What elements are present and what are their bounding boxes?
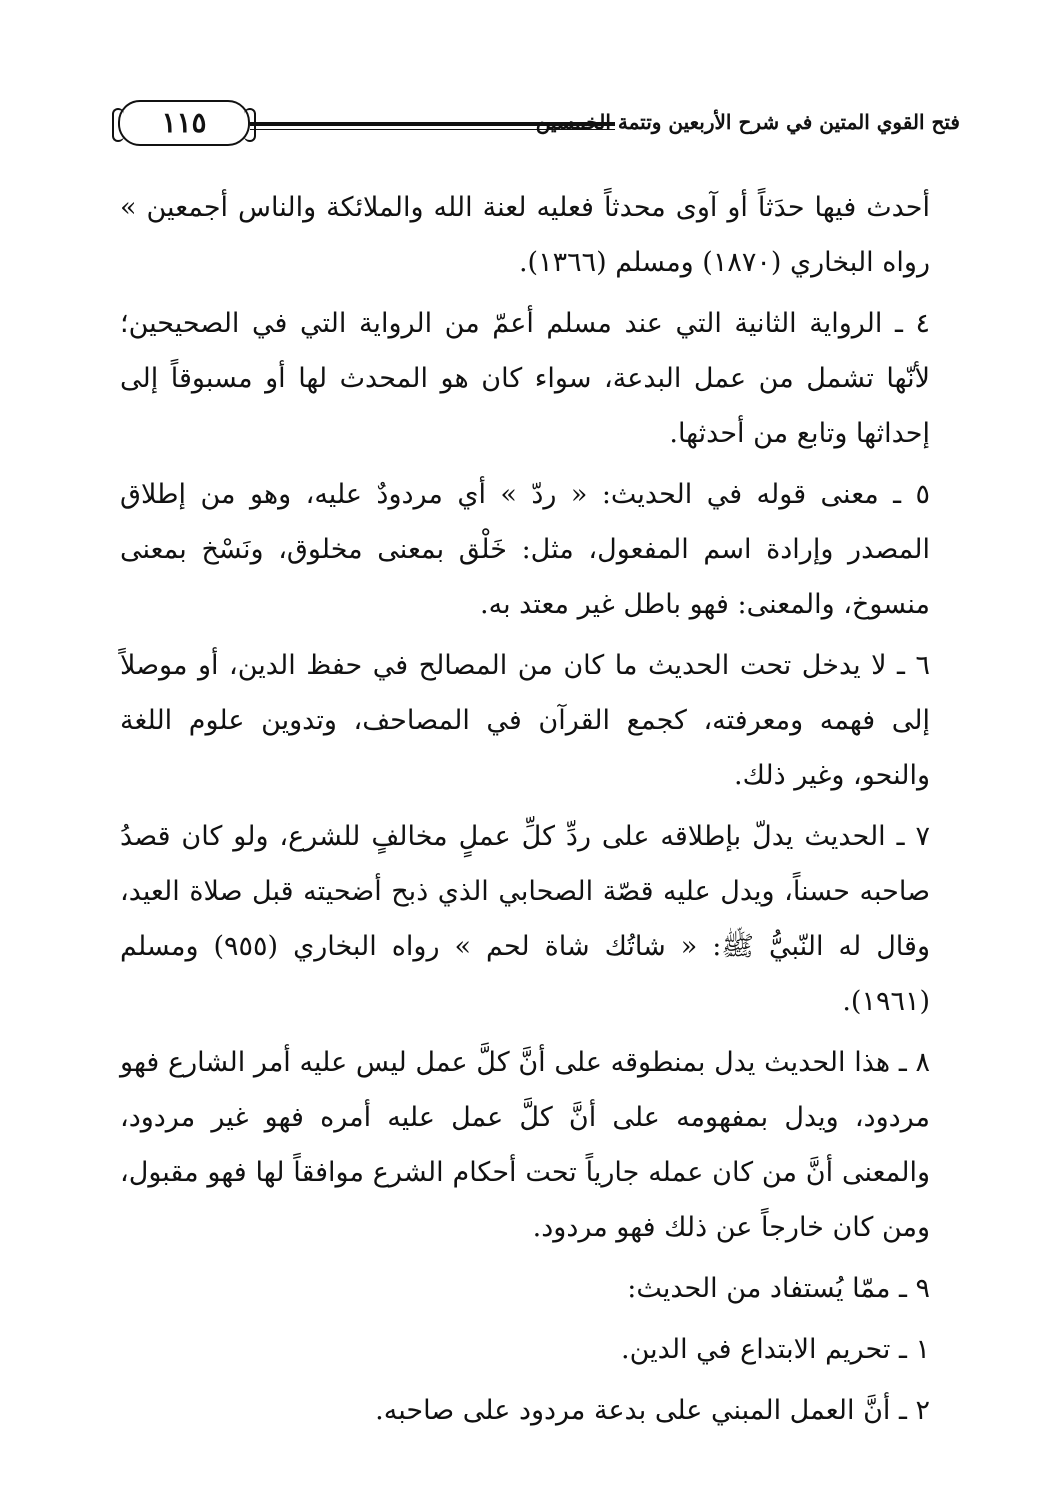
header-rule	[250, 122, 615, 126]
paragraph-point-7: ٧ ـ الحديث يدلّ بإطلاقه على ردِّ كلِّ عملٍ مخالفٍ للشرع، ولو كان قصدُ صاحبه حسناً، ويدل عليه قصّة الصحابي الذي ذبح أضحيته قبل صلاة العيد، وقال له النّبيُّ ﷺ: « شاتُك شاة لحم » رواه البخاري (٩٥٥) ومسلم (١٩٦١).	[120, 821, 930, 1017]
page-body	[120, 180, 930, 1438]
benefit-item-2: ٢ ـ أنَّ العمل المبني على بدعة مردود على صاحبه.	[375, 1395, 930, 1426]
paragraph-point-9: ٩ ـ ممّا يُستفاد من الحديث:	[627, 1273, 930, 1304]
page-number: ١١٥	[118, 100, 250, 146]
book-title: فتح القوي المتين في شرح الأربعين وتتمة الخمسين	[535, 110, 960, 134]
paragraph-point-8: ٨ ـ هذا الحديث يدل بمنطوقه على أنَّ كلَّ عمل ليس عليه أمر الشارع فهو مردود، ويدل بمفهومه على أنَّ كلَّ عمل عليه أمره فهو غير مردود، والمعنى أنَّ من كان عمله جارياً تحت أحكام الشرع موافقاً لها فهو مقبول، ومن كان خارجاً عن ذلك فهو مردود.	[120, 1047, 930, 1243]
paragraph-point-4: ٤ ـ الرواية الثانية التي عند مسلم أعمّ من الرواية التي في الصحيحين؛ لأنّها تشمل من عمل البدعة، سواء كان هو المحدث لها أو مسبوقاً إلى إحداثها وتابع من أحدثها.	[120, 308, 930, 449]
paragraph-point-6: ٦ ـ لا يدخل تحت الحديث ما كان من المصالح في حفظ الدين، أو موصلاً إلى فهمه ومعرفته، كجمع القرآن في المصاحف، وتدوين علوم اللغة والنحو، وغير ذلك.	[120, 650, 930, 791]
page-header	[118, 100, 960, 156]
paragraph-point-5: ٥ ـ معنى قوله في الحديث: « ردّ » أي مردودٌ عليه، وهو من إطلاق المصدر وإرادة اسم المفعول، مثل: خَلْق بمعنى مخلوق، ونَسْخ بمعنى منسوخ، والمعنى: فهو باطل غير معتد به.	[120, 479, 930, 620]
benefit-item-1: ١ ـ تحريم الابتداع في الدين.	[621, 1334, 930, 1365]
paragraph-continuation: أحدث فيها حدَثاً أو آوى محدثاً فعليه لعنة الله والملائكة والناس أجمعين » رواه البخاري (١٨٧٠) ومسلم (١٣٦٦).	[120, 192, 930, 278]
